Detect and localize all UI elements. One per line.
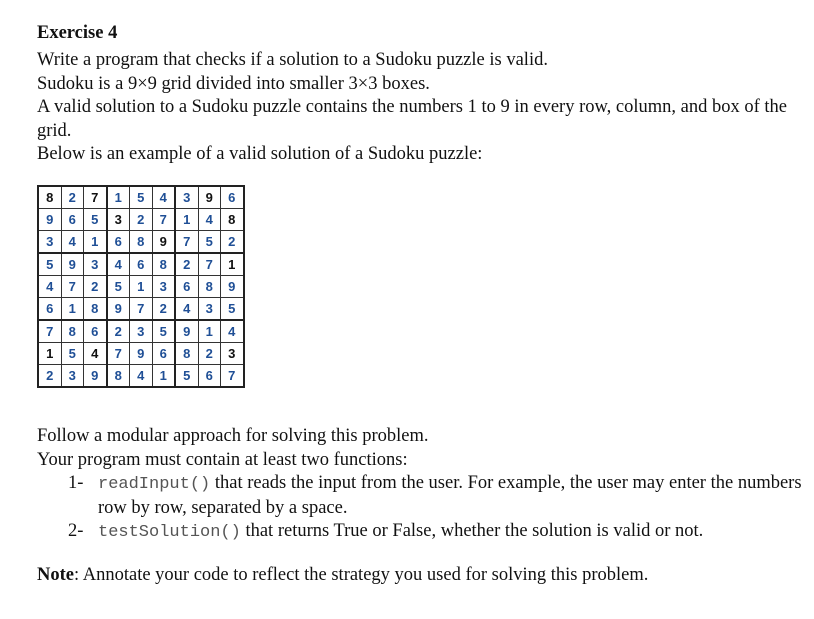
function-item	[37, 520, 807, 545]
sudoku-cell: 9	[84, 365, 107, 388]
sudoku-cell: 6	[84, 320, 107, 343]
sudoku-row	[38, 320, 244, 343]
sudoku-cell: 7	[221, 365, 244, 388]
sudoku-cell: 8	[38, 186, 61, 209]
sudoku-cell: 8	[84, 298, 107, 321]
sudoku-cell: 3	[130, 320, 153, 343]
sudoku-cell: 2	[175, 253, 198, 276]
sudoku-cell: 8	[221, 209, 244, 231]
sudoku-cell: 9	[38, 209, 61, 231]
sudoku-cell: 9	[152, 231, 175, 254]
sudoku-cell: 4	[130, 365, 153, 388]
sudoku-cell: 3	[61, 365, 84, 388]
sudoku-cell: 2	[61, 186, 84, 209]
intro-line: Sudoku is a 9×9 grid divided into smaller 3×3 boxes.	[37, 73, 430, 94]
sudoku-cell: 1	[221, 253, 244, 276]
sudoku-cell: 4	[152, 186, 175, 209]
sudoku-cell: 3	[198, 298, 221, 321]
function-description: that reads the input from the user. For example, the user may enter the numbers row by row, separated by a space.	[98, 473, 802, 518]
sudoku-cell: 4	[175, 298, 198, 321]
sudoku-cell: 1	[175, 209, 198, 231]
sudoku-cell: 4	[107, 253, 130, 276]
sudoku-row	[38, 365, 244, 388]
sudoku-row	[38, 253, 244, 276]
sudoku-cell: 8	[61, 320, 84, 343]
sudoku-cell: 7	[198, 253, 221, 276]
sudoku-cell: 1	[130, 276, 153, 298]
sudoku-cell: 8	[198, 276, 221, 298]
sudoku-cell: 1	[61, 298, 84, 321]
sudoku-cell: 5	[152, 320, 175, 343]
sudoku-cell: 5	[107, 276, 130, 298]
sudoku-cell: 7	[152, 209, 175, 231]
sudoku-row	[38, 231, 244, 254]
sudoku-cell: 5	[175, 365, 198, 388]
sudoku-cell: 9	[61, 253, 84, 276]
sudoku-cell: 8	[175, 343, 198, 365]
sudoku-row	[38, 209, 244, 231]
sudoku-cell: 6	[198, 365, 221, 388]
sudoku-row	[38, 276, 244, 298]
sudoku-cell: 5	[221, 298, 244, 321]
sudoku-cell: 2	[107, 320, 130, 343]
exercise-title: Exercise 4	[37, 23, 118, 43]
function-name: testSolution()	[98, 523, 241, 542]
sudoku-cell: 5	[84, 209, 107, 231]
intro-line: Write a program that checks if a solution to a Sudoku puzzle is valid.	[37, 50, 548, 70]
sudoku-cell: 4	[38, 276, 61, 298]
sudoku-cell: 5	[61, 343, 84, 365]
sudoku-cell: 7	[107, 343, 130, 365]
sudoku-cell: 3	[38, 231, 61, 254]
sudoku-cell: 9	[221, 276, 244, 298]
sudoku-cell: 6	[107, 231, 130, 254]
sudoku-cell: 7	[61, 276, 84, 298]
note-line	[37, 565, 648, 586]
sudoku-cell: 5	[130, 186, 153, 209]
intro-paragraph	[37, 49, 805, 167]
sudoku-cell: 7	[38, 320, 61, 343]
sudoku-cell: 8	[152, 253, 175, 276]
sudoku-cell: 6	[152, 343, 175, 365]
sudoku-cell: 2	[198, 343, 221, 365]
sudoku-cell: 4	[221, 320, 244, 343]
instructions-block	[37, 425, 807, 545]
function-description: that returns True or False, whether the solution is valid or not.	[240, 521, 704, 541]
sudoku-cell: 2	[84, 276, 107, 298]
sudoku-cell: 8	[130, 231, 153, 254]
sudoku-cell: 4	[84, 343, 107, 365]
note-label: Note	[37, 565, 74, 585]
sudoku-cell: 2	[130, 209, 153, 231]
sudoku-cell: 6	[175, 276, 198, 298]
function-item	[37, 472, 807, 520]
sudoku-cell: 2	[152, 298, 175, 321]
sudoku-cell: 4	[61, 231, 84, 254]
sudoku-cell: 6	[61, 209, 84, 231]
sudoku-row	[38, 186, 244, 209]
sudoku-cell: 1	[107, 186, 130, 209]
approach-line: Follow a modular approach for solving this problem.	[37, 426, 429, 446]
sudoku-cell: 1	[198, 320, 221, 343]
sudoku-row	[38, 298, 244, 321]
sudoku-cell: 8	[107, 365, 130, 388]
sudoku-grid	[37, 185, 245, 388]
sudoku-cell: 3	[84, 253, 107, 276]
sudoku-cell: 3	[175, 186, 198, 209]
sudoku-cell: 2	[38, 365, 61, 388]
note-text: : Annotate your code to reflect the strategy you used for solving this problem.	[73, 565, 649, 585]
function-name: readInput()	[98, 475, 211, 494]
sudoku-cell: 7	[175, 231, 198, 254]
sudoku-cell: 5	[198, 231, 221, 254]
sudoku-cell: 1	[38, 343, 61, 365]
intro-line: A valid solution to a Sudoku puzzle contains the numbers 1 to 9 in every row, column, and box of the grid.	[37, 97, 787, 141]
sudoku-cell: 9	[130, 343, 153, 365]
sudoku-cell: 3	[221, 343, 244, 365]
sudoku-cell: 6	[221, 186, 244, 209]
sudoku-cell: 4	[198, 209, 221, 231]
item-number: 1-	[68, 473, 84, 493]
sudoku-cell: 6	[38, 298, 61, 321]
sudoku-cell: 3	[152, 276, 175, 298]
requirement-line: Your program must contain at least two functions:	[37, 449, 408, 470]
item-number: 2-	[68, 521, 84, 541]
function-list	[37, 472, 807, 545]
sudoku-cell: 1	[152, 365, 175, 388]
sudoku-cell: 9	[175, 320, 198, 343]
sudoku-cell: 7	[84, 186, 107, 209]
sudoku-cell: 5	[38, 253, 61, 276]
sudoku-cell: 9	[198, 186, 221, 209]
sudoku-row	[38, 343, 244, 365]
sudoku-cell: 7	[130, 298, 153, 321]
sudoku-cell: 1	[84, 231, 107, 254]
sudoku-cell: 3	[107, 209, 130, 231]
sudoku-cell: 6	[130, 253, 153, 276]
intro-line: Below is an example of a valid solution of a Sudoku puzzle:	[37, 144, 483, 164]
sudoku-cell: 2	[221, 231, 244, 254]
sudoku-cell: 9	[107, 298, 130, 321]
